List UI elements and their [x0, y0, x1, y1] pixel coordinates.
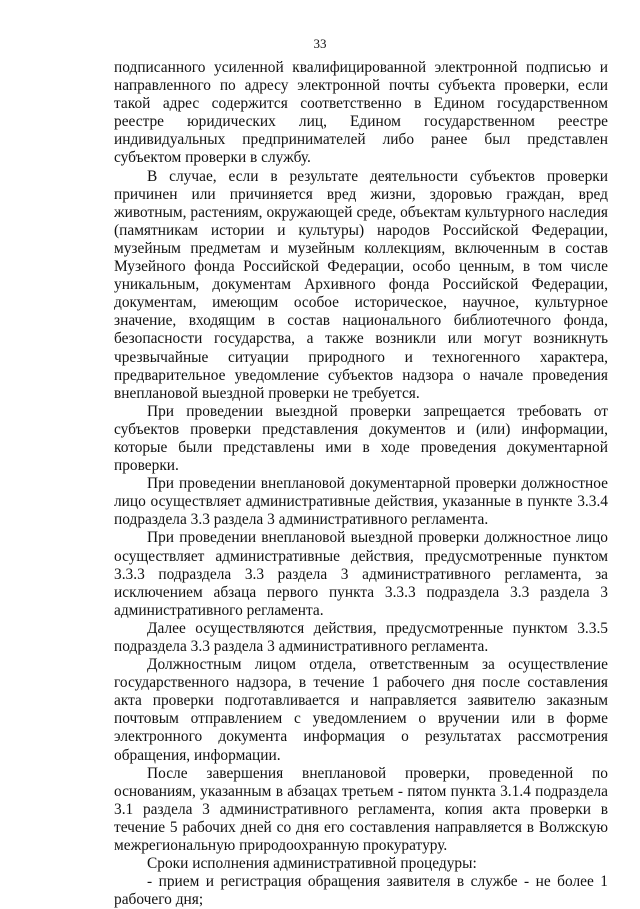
paragraph-documentary-inspection: При проведении внеплановой документарной проверки должностное лицо осуществляет административные действия, указанные в пункте 3.3.4 подраздела 3.3 раздела 3 административного регламента. — [114, 475, 608, 529]
paragraph-further-actions: Далее осуществляются действия, предусмотренные пунктом 3.3.5 подраздела 3.3 раздела 3 административного регламента. — [114, 619, 608, 655]
paragraph-notification-of-applicant: Должностным лицом отдела, ответственным за осуществление государственного надзора, в течение 1 рабочего дня после составления акта проверки подготавливается и направляется заявителю заказным почтовым отправлением с уведомлением о вручении или в форме электронного документа информация о результатах рассмотрения обращения, информации. — [114, 656, 608, 764]
document-body — [114, 59, 608, 909]
paragraph-deadlines-heading: Сроки исполнения административной процедуры: — [147, 855, 477, 873]
paragraph-prosecutor-copy: После завершения внеплановой проверки, проведенной по основаниям, указанным в абзацах третьем - пятом пункта 3.1.4 подраздела 3.1 раздела 3 административного регламента, копия акта проверки в течение 5 рабочих дней со дня его составления направляется в Волжскую межрегиональную природоохранную прокуратуру. — [114, 764, 608, 855]
paragraph-document-request-prohibition: При проведении выездной проверки запрещается требовать от субъектов проверки представления документов и (или) информации, которые были представлены ими в ходе проведения документарной проверки. — [114, 402, 608, 475]
page-number: 33 — [313, 36, 327, 51]
paragraph-deadline-item: - прием и регистрация обращения заявителя в службе - не более 1 рабочего дня; — [114, 873, 608, 909]
paragraph-onsite-inspection: При проведении внеплановой выездной проверки должностное лицо осуществляет административные действия, предусмотренные пунктом 3.3.3 подраздела 3.3 раздела 3 административного регламента, за исключением абзаца первого пункта 3.3.3 подраздела 3.3 раздела 3 административного регламента. — [114, 529, 608, 619]
paragraph-continuation: подписанного усиленной квалифицированной электронной подписью и направленного по адресу электронной почты субъекта проверки, если такой адрес содержится соответственно в Едином государственном реестре юридических лиц, Едином государственном реестре индивидуальных предпринимателей либо ранее был представлен субъектом проверки в службу. — [114, 59, 608, 167]
paragraph-harm-exception: В случае, если в результате деятельности субъектов проверки причинен или причиняется вред жизни, здоровью граждан, вред животным, растениям, окружающей среде, объектам культурного наследия (памятникам истории и культуры) народов Российской Федерации, музейным предметам и музейным коллекциям, включенным в состав Музейного фонда Российской Федерации, особо ценным, в том числе уникальным, документам Архивного фонда Российской Федерации, документам, имеющим особое историческое, научное, культурное значение, входящим в состав национального библиотечного фонда, безопасности государства, а также возникли или могут возникнуть чрезвычайные ситуации природного и техногенного характера, предварительное уведомление субъектов надзора о начале проведения внеплановой выездной проверки не требуется. — [114, 167, 608, 402]
